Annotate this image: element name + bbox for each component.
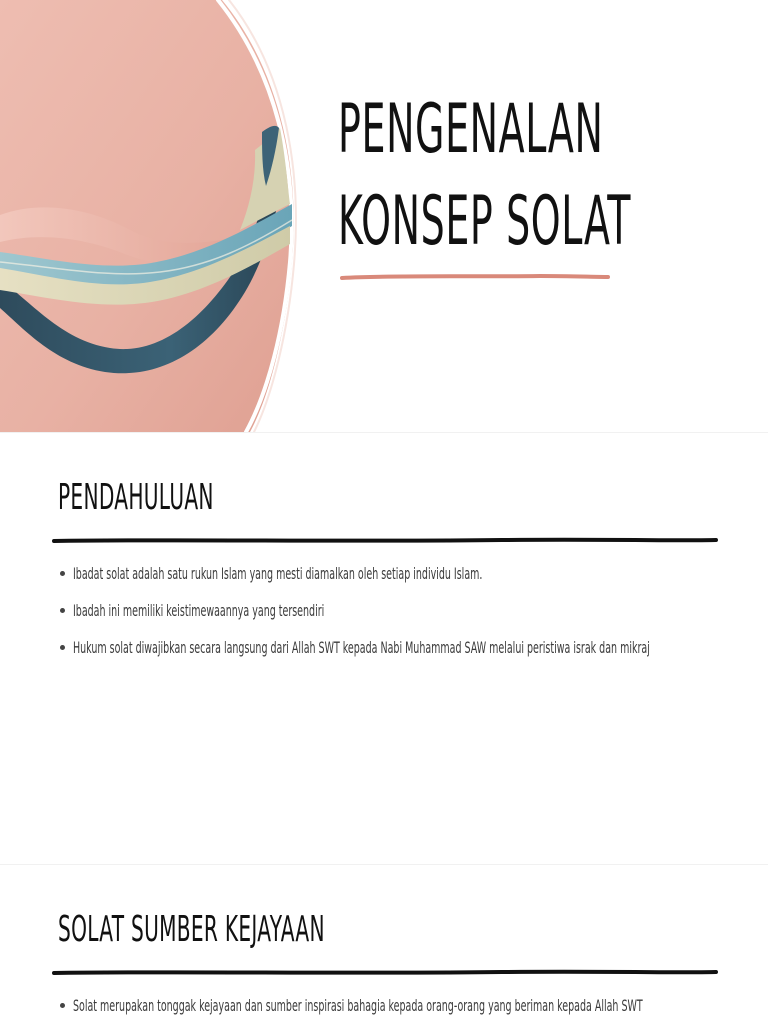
solat-sumber-kejayaan-slide <box>0 864 768 1024</box>
bullet-text: Ibadah ini memiliki keistimewaannya yang tersendiri <box>73 601 325 620</box>
section-heading: PENDAHULUAN <box>58 477 214 518</box>
bullet-dot <box>60 608 65 613</box>
title-underline <box>340 272 610 282</box>
heading-divider <box>52 536 718 546</box>
title-line-1: PENGENALAN <box>338 90 604 169</box>
heading-divider <box>52 968 718 978</box>
title-line-2: KONSEP SOLAT <box>338 182 632 261</box>
abstract-ribbon-artwork <box>0 0 300 432</box>
bullet-dot <box>60 571 65 576</box>
bullet-dot <box>60 1003 65 1008</box>
bullet-text: Solat merupakan tonggak kejayaan dan sumber inspirasi bahagia kepada orang-orang yang beriman kepada Allah SWT <box>73 996 643 1015</box>
bullet-text: Hukum solat diwajibkan secara langsung dari Allah SWT kepada Nabi Muhammad SAW melalui peristiwa israk dan mikraj <box>73 638 650 657</box>
bullet-dot <box>60 645 65 650</box>
bullet-text: Ibadat solat adalah satu rukun Islam yang mesti diamalkan oleh setiap individu Islam. <box>73 564 483 583</box>
title-slide <box>0 0 768 432</box>
section-heading: SOLAT SUMBER KEJAYAAN <box>58 909 325 950</box>
title-block <box>338 84 738 268</box>
pendahuluan-slide <box>0 432 768 864</box>
